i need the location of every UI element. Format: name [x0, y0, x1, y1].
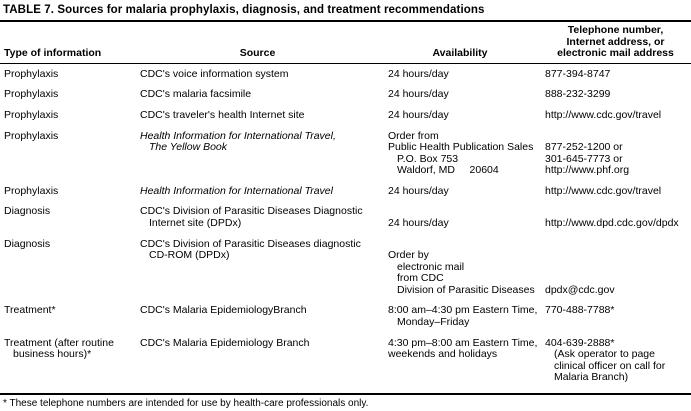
cell-source-line: CD-ROM (DPDx)	[149, 249, 230, 262]
table-row	[0, 239, 691, 306]
cell-availability: 8:00 am–4:30 pm Eastern Time,	[388, 304, 538, 317]
column-header-availability: Availability	[380, 21, 540, 63]
table-row	[0, 206, 691, 238]
cell-contact-line: http://www.phf.org	[545, 164, 630, 177]
cell-source-line: Internet site (DPDx)	[149, 216, 242, 229]
cell-contact: 770-488-7788*	[545, 304, 615, 317]
cell-availability: Order from	[388, 129, 439, 142]
table-row	[0, 338, 691, 394]
cell-availability-line: from CDC	[397, 272, 444, 285]
cell-type: Treatment*	[4, 304, 56, 317]
cell-availability: Order by	[388, 249, 429, 262]
column-header-type: Type of information	[0, 21, 135, 63]
cell-type: Prophylaxis	[4, 108, 59, 121]
cell-source: CDC's traveler's health Internet site	[140, 108, 305, 121]
cell-availability-line: Division of Parasitic Diseases	[397, 283, 535, 296]
table-title: TABLE 7. Sources for malaria prophylaxis, diagnosis, and treatment recommendations	[3, 4, 485, 16]
cell-contact: 404-639-2888*	[545, 336, 615, 349]
table-footnote: * These telephone numbers are intended for use by health-care professionals only.	[3, 397, 369, 409]
cell-contact-line: (Ask operator to page	[554, 348, 655, 360]
table-row	[0, 110, 691, 131]
cell-type: Treatment (after routine	[4, 336, 114, 349]
column-header-contact-line: Internet address, or	[566, 35, 665, 48]
cell-contact: http://www.cdc.gov/travel	[545, 108, 662, 121]
cell-type: Prophylaxis	[4, 184, 59, 197]
cell-contact: http://www.dpd.cdc.gov/dpdx	[545, 216, 679, 229]
cell-source: CDC's voice information system	[140, 67, 289, 80]
column-header-source: Source	[135, 21, 380, 63]
cell-source: Health Information for International Travel	[140, 184, 333, 197]
cell-type: Prophylaxis	[4, 67, 59, 80]
table-row	[0, 186, 691, 207]
cell-availability-line: Public Health Publication Sales	[388, 141, 534, 154]
cell-source-line: The Yellow Book	[149, 141, 228, 154]
cell-source: CDC's Malaria Epidemiology Branch	[140, 336, 310, 349]
cell-availability-line: weekends and holidays	[388, 348, 498, 360]
cell-type: Prophylaxis	[4, 88, 59, 101]
cell-type: Prophylaxis	[4, 129, 59, 142]
cell-availability: 24 hours/day	[388, 108, 449, 121]
sources-table	[0, 20, 691, 395]
cell-availability-line: Monday–Friday	[397, 315, 470, 328]
column-header-contact-line: Telephone number,	[567, 24, 664, 36]
cell-source: CDC's Division of Parasitic Diseases diagnostic	[140, 237, 361, 250]
cell-source: CDC's Malaria EpidemiologyBranch	[140, 304, 307, 317]
cell-contact-line: clinical officer on call for	[554, 359, 666, 372]
column-header-contact-line: electronic mail address	[557, 47, 674, 59]
cell-type: Diagnosis	[4, 237, 51, 250]
cell-availability-line: P.O. Box 753	[397, 152, 459, 165]
cell-type: Diagnosis	[4, 205, 51, 218]
table-row	[0, 63, 691, 89]
cell-type-line: business hours)*	[13, 348, 92, 360]
cell-contact: 877-252-1200 or	[545, 141, 623, 154]
cell-contact: 877-394-8747	[545, 67, 611, 80]
cell-source: CDC's Division of Parasitic Diseases Diagnostic	[140, 205, 363, 218]
cell-contact: dpdx@cdc.gov	[545, 283, 615, 296]
cell-availability: 24 hours/day	[388, 184, 449, 197]
cell-contact: 888-232-3299	[545, 88, 611, 101]
cell-contact-line: Malaria Branch)	[554, 371, 629, 383]
cell-source: Health Information for International Travel,	[140, 129, 336, 142]
cell-availability-line: Waldorf, MD 20604	[397, 164, 499, 177]
table-row	[0, 305, 691, 337]
cell-contact: http://www.cdc.gov/travel	[545, 184, 662, 197]
cell-availability: 24 hours/day	[388, 67, 449, 80]
cell-availability: 4:30 pm–8:00 am Eastern Time,	[388, 336, 538, 349]
cell-availability: 24 hours/day	[388, 88, 449, 101]
table-header	[0, 21, 691, 63]
table-row	[0, 89, 691, 110]
column-header-contact	[540, 21, 691, 63]
cell-availability-line: electronic mail	[397, 260, 465, 273]
table-row	[0, 131, 691, 186]
cell-source: CDC's malaria facsimile	[140, 88, 252, 101]
cell-contact-line: 301-645-7773 or	[545, 152, 623, 165]
cell-availability: 24 hours/day	[388, 216, 449, 229]
